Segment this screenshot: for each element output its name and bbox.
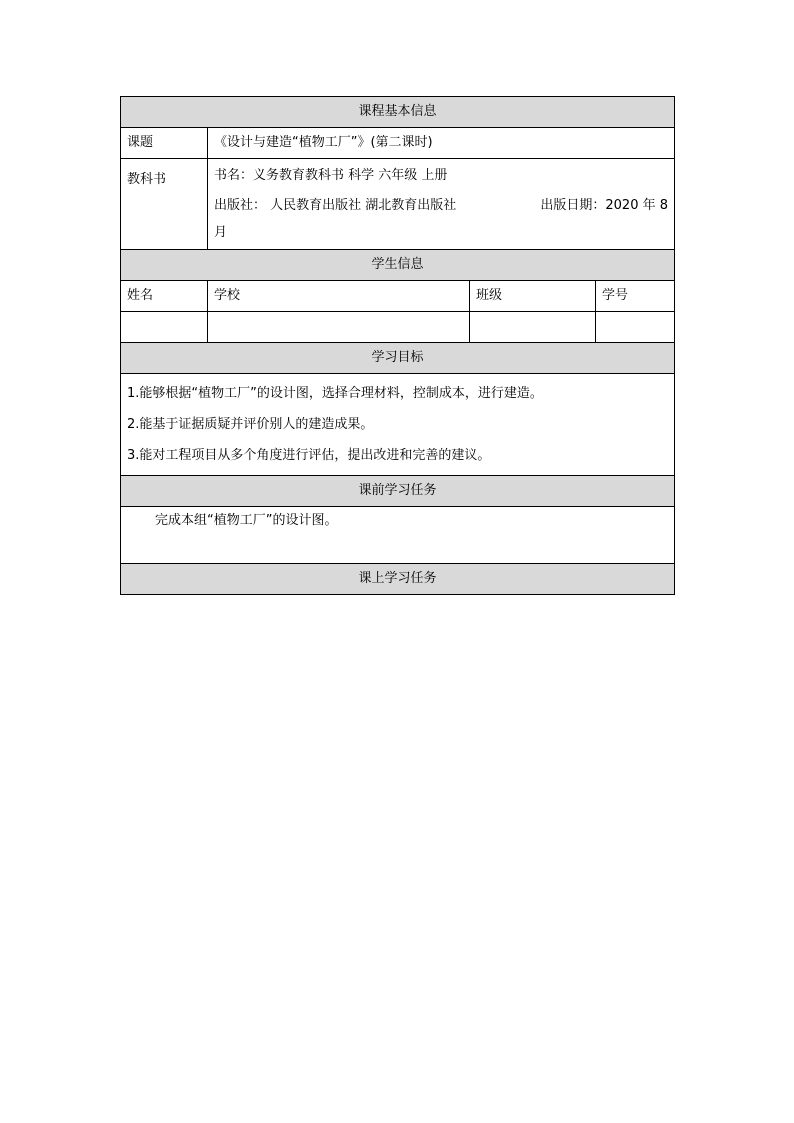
section-pre-task: 课前学习任务 [121, 476, 675, 507]
topic-value: 《设计与建造“植物工厂”》(第二课时) [208, 128, 675, 159]
section-student-info: 学生信息 [121, 250, 675, 281]
pub-date: 出版日期：2020 年 8 [540, 198, 669, 213]
class-field[interactable] [470, 312, 596, 343]
goal-item: 3.能对工程项目从多个角度进行评估，提出改进和完善的建议。 [127, 448, 491, 463]
goals-list [121, 374, 675, 476]
school-field[interactable] [208, 312, 470, 343]
topic-label: 课题 [121, 128, 208, 159]
pre-task-text: 完成本组“植物工厂”的设计图。 [121, 507, 675, 564]
course-table [120, 96, 675, 595]
id-field[interactable] [596, 312, 675, 343]
section-goals: 学习目标 [121, 343, 675, 374]
section-course-info: 课程基本信息 [121, 97, 675, 128]
textbook-info [208, 159, 675, 250]
name-field[interactable] [121, 312, 208, 343]
publisher: 出版社： 人民教育出版社 湖北教育出版社 [214, 198, 457, 213]
id-label: 学号 [596, 281, 675, 312]
textbook-label: 教科书 [121, 159, 208, 250]
class-label: 班级 [470, 281, 596, 312]
publisher-line [214, 191, 668, 221]
pub-date-cont: 月 [214, 225, 228, 240]
name-label: 姓名 [121, 281, 208, 312]
book-name: 书名：义务教育教科书 科学 六年级 上册 [214, 168, 448, 183]
goal-item: 1.能够根据“植物工厂”的设计图，选择合理材料，控制成本，进行建造。 [127, 386, 543, 401]
section-in-class-task: 课上学习任务 [121, 564, 675, 595]
school-label: 学校 [208, 281, 470, 312]
goal-item: 2.能基于证据质疑并评价别人的建造成果。 [127, 417, 374, 432]
